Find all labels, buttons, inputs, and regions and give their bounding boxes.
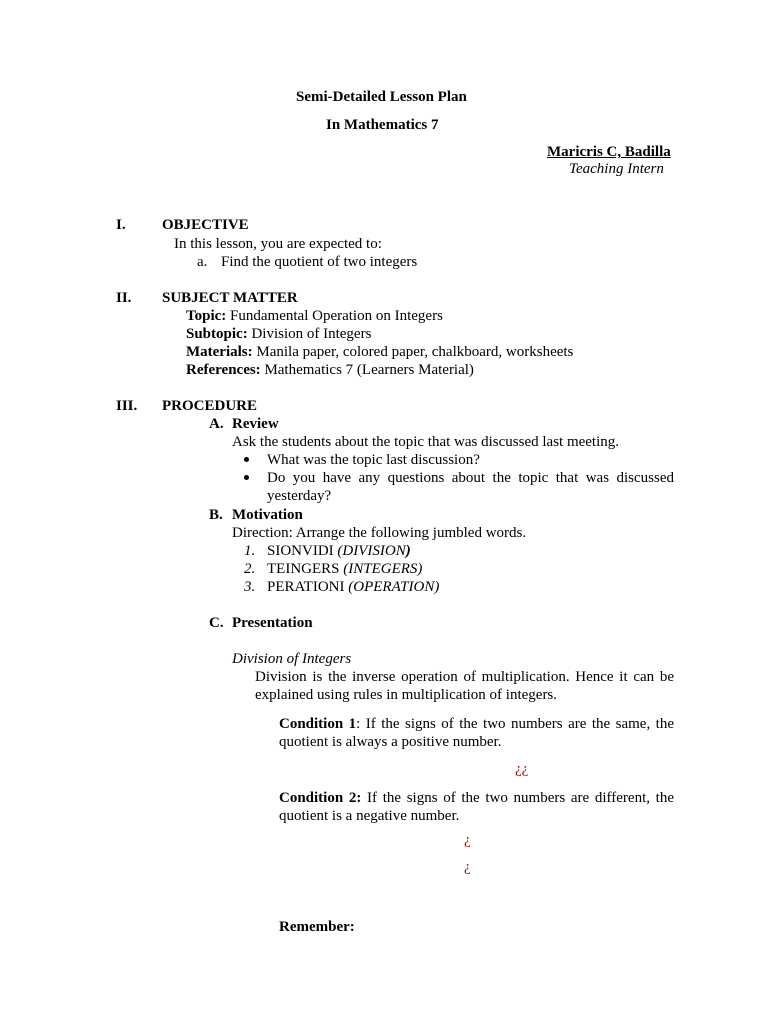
jumble-answer: (DIVISION — [337, 543, 406, 559]
condition-1-text: : If the signs of the two numbers are the same, the quotient is always a positive number. — [279, 716, 674, 750]
jumble-word: SIONVIDI — [267, 543, 334, 559]
section-heading-procedure: PROCEDURE — [162, 398, 258, 414]
jumble-number: 2. — [244, 561, 256, 577]
review-heading: Review — [232, 416, 279, 432]
presentation-marker: C. — [209, 615, 224, 631]
motivation-heading: Motivation — [232, 507, 303, 523]
author-role: Teaching Intern — [569, 161, 664, 177]
section-heading-objective: OBJECTIVE — [162, 217, 249, 233]
bullet-icon — [244, 475, 249, 480]
jumble-item-3 — [267, 578, 439, 596]
motivation-marker: B. — [209, 507, 223, 523]
section-numeral-objective: I. — [116, 217, 126, 233]
section-heading-subject-matter: SUBJECT MATTER — [162, 290, 298, 306]
jumble-word: PERATIONI — [267, 579, 345, 595]
condition-2 — [279, 789, 674, 825]
condition-2-label: Condition 2: — [279, 790, 362, 806]
references-value: Mathematics 7 (Learners Material) — [264, 362, 474, 378]
condition-2-formula: ¿ — [464, 859, 471, 875]
condition-1 — [279, 715, 674, 751]
review-bullet-1: What was the topic last discussion? — [267, 452, 480, 468]
objective-intro: In this lesson, you are expected to: — [174, 236, 382, 252]
objective-item: Find the quotient of two integers — [221, 254, 418, 270]
jumble-answer: (INTEGERS) — [343, 561, 423, 577]
subtopic-line — [186, 325, 371, 343]
jumble-item-1 — [267, 542, 411, 560]
section-numeral-procedure: III. — [116, 398, 138, 414]
objective-item-marker: a. — [197, 254, 208, 270]
author-name: Maricris C, Badilla — [547, 144, 671, 160]
subtopic-label: Subtopic: — [186, 326, 248, 342]
section-numeral-subject-matter: II. — [116, 290, 132, 306]
review-bullet-2: Do you have any questions about the topic that was discussed yesterday? — [267, 470, 674, 504]
condition-1-label: Condition 1 — [279, 716, 357, 732]
remember-heading: Remember: — [279, 919, 355, 935]
subtopic-value: Division of Integers — [251, 326, 372, 342]
jumble-number: 3. — [244, 579, 256, 595]
review-marker: A. — [209, 416, 224, 432]
jumble-item-2 — [267, 560, 422, 578]
references-line — [186, 361, 474, 379]
document-subtitle: In Mathematics 7 — [326, 117, 439, 133]
presentation-intro: Division is the inverse operation of multiplication. Hence it can be explained using rules in multiplication of integers. — [255, 669, 674, 703]
document-title: Semi-Detailed Lesson Plan — [296, 89, 467, 105]
review-text: Ask the students about the topic that was discussed last meeting. — [232, 434, 620, 450]
condition-1-formula: ¿¿ — [515, 761, 529, 777]
topic-value: Fundamental Operation on Integers — [230, 308, 443, 324]
bullet-icon — [244, 457, 249, 462]
presentation-subheading: Division of Integers — [232, 651, 352, 667]
jumble-number: 1. — [244, 543, 256, 559]
topic-label: Topic: — [186, 308, 227, 324]
topic-line — [186, 307, 443, 325]
motivation-direction: Direction: Arrange the following jumbled words. — [232, 525, 527, 541]
materials-label: Materials: — [186, 344, 253, 360]
materials-value: Manila paper, colored paper, chalkboard, worksheets — [256, 344, 574, 360]
references-label: References: — [186, 362, 261, 378]
jumble-word: TEINGERS — [267, 561, 340, 577]
jumble-answer-close: ) — [405, 543, 411, 559]
presentation-heading: Presentation — [232, 615, 313, 631]
condition-2-text: If the signs of the two numbers are different, the quotient is a negative number. — [279, 790, 674, 824]
materials-line — [186, 343, 573, 361]
jumble-answer: (OPERATION) — [348, 579, 440, 595]
condition-2-formula: ¿ — [464, 832, 471, 848]
